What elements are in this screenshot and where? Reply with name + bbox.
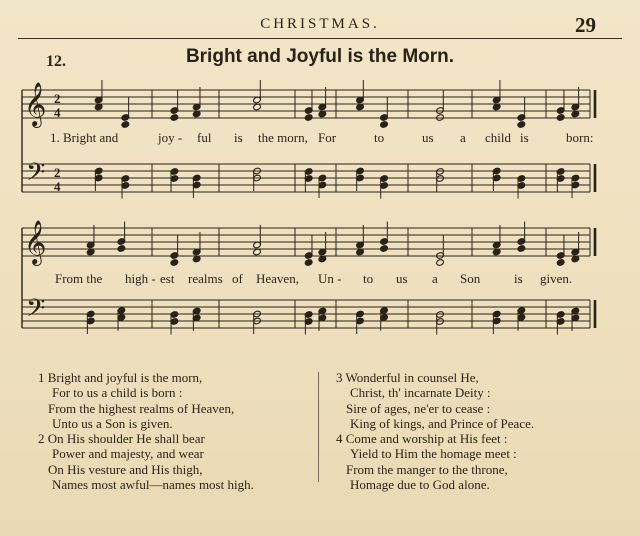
time-signature-top: 2 <box>54 165 61 180</box>
hymn-title: Bright and Joyful is the Morn. <box>185 46 455 67</box>
verse-line: 1 Bright and joyful is the morn, <box>38 370 203 385</box>
lyric-syllable: us <box>422 130 434 145</box>
lyrics-system-2 <box>0 271 640 291</box>
lyric-syllable: is <box>234 130 243 145</box>
lyric-syllable: the morn, <box>258 130 308 145</box>
note-head <box>170 114 179 122</box>
column-divider <box>318 372 319 482</box>
lyric-syllable: Un - <box>318 271 342 286</box>
verse-line: Names most awful—names most high. <box>52 477 254 493</box>
note-head <box>436 259 445 267</box>
note-head <box>517 245 526 253</box>
lyric-syllable: From the <box>55 271 103 286</box>
lyric-syllable: est <box>160 271 175 286</box>
note-head <box>436 114 445 122</box>
note-head <box>380 121 389 129</box>
verse-line: Christ, th' incarnate Deity : <box>350 385 491 401</box>
time-signature-top: 2 <box>54 91 61 106</box>
lyric-syllable: ful <box>197 130 212 145</box>
lyric-syllable: born: <box>566 130 594 145</box>
running-title: CHRISTMAS. <box>260 16 380 32</box>
lyric-syllable: joy - <box>158 130 183 145</box>
lyric-syllable: a <box>460 130 466 145</box>
verse-line: From the manger to the throne, <box>346 461 508 477</box>
note-head <box>556 114 565 122</box>
note-head <box>304 259 313 267</box>
bass-clef: 𝄢 <box>26 294 46 329</box>
verse-line: Power and majesty, and wear <box>52 446 204 462</box>
lyric-syllable: is <box>514 271 523 286</box>
verse-line: Sire of ages, ne'er to cease : <box>346 400 491 416</box>
lyric-syllable: to <box>363 271 374 286</box>
lyric-syllable: to <box>374 130 385 145</box>
lyric-syllable: Heaven, <box>256 271 299 286</box>
lyric-syllable: of <box>232 271 243 286</box>
time-signature-bottom: 4 <box>54 179 61 194</box>
note-head <box>121 121 130 129</box>
lyric-syllable: child <box>485 130 511 145</box>
note-head <box>380 245 389 253</box>
verse-line: For to us a child is born : <box>52 385 183 401</box>
lyric-syllable: given. <box>540 271 573 286</box>
verses-left-column <box>38 370 254 492</box>
page-number: 29 <box>575 13 596 37</box>
verse-line: 2 On His shoulder He shall bear <box>38 431 205 447</box>
lyrics-system-1 <box>0 130 640 150</box>
verse-line: 4 Come and worship at His feet : <box>336 431 508 447</box>
verse-line: Unto us a Son is given. <box>52 415 173 431</box>
hymn-number: 12. <box>46 53 66 70</box>
verse-line: From the highest realms of Heaven, <box>48 400 235 416</box>
lyric-syllable: us <box>396 271 408 286</box>
verse-line: On His vesture and His thigh, <box>48 461 203 477</box>
lyric-syllable: is <box>520 130 529 145</box>
verse-line: King of kings, and Prince of Peace. <box>350 415 535 431</box>
lyric-syllable: realms <box>188 271 223 286</box>
lyric-syllable: high - <box>125 271 156 286</box>
note-head <box>517 121 526 129</box>
lyric-syllable: Son <box>460 271 481 286</box>
time-signature-bottom: 4 <box>54 105 61 120</box>
lyric-syllable: 1. Bright and <box>50 130 119 145</box>
lyric-syllable: a <box>432 271 438 286</box>
note-head <box>170 259 179 267</box>
note-head <box>117 245 126 253</box>
bass-clef: 𝄢 <box>26 158 46 193</box>
note-head <box>556 259 565 267</box>
verse-line: 3 Wonderful in counsel He, <box>336 370 479 385</box>
note-head <box>304 114 313 122</box>
verse-line: Yield to Him the homage meet : <box>350 446 517 462</box>
treble-clef: 𝄞 <box>24 220 47 264</box>
verse-line: Homage due to God alone. <box>350 477 490 493</box>
verses-right-column <box>336 370 534 492</box>
lyric-syllable: For <box>318 130 337 145</box>
treble-clef: 𝄞 <box>24 82 47 126</box>
